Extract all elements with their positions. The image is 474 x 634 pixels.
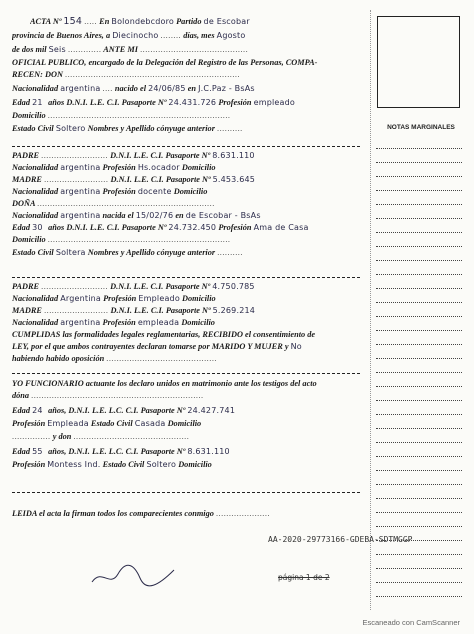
cumplidas-line-2 (12, 341, 362, 352)
edad-label: Edad (12, 98, 30, 107)
notas-line (376, 274, 462, 275)
notas-line (376, 148, 462, 149)
p1-line-madre: MADRE ......................... D.N.I. L.E. C.I. Pasaporte Nº 5.453.645 (12, 175, 256, 184)
doc-label: D.N.I. L.E. C.I. Pasaporte Nº (110, 175, 211, 184)
notas-marginales-title: NOTAS MARGINALES (387, 124, 455, 131)
p1-madre-prof: docente (137, 187, 172, 196)
leida-line: LEIDA el acta la firman todos los comparecientes conmigo ..................... (12, 509, 271, 518)
estado-civil-label: Estado Civil (90, 419, 133, 428)
c1-line-nacionalidad: Nacionalidad argentina .... nacido el 24/06/85 en J.C.Paz - BsAs (12, 84, 255, 93)
t2-line-edad (12, 446, 362, 457)
p2-line-madre-nac (12, 317, 362, 328)
notas-line (376, 288, 462, 289)
t1-profesion: Empleada (47, 419, 89, 428)
nacionalidad-label: Nacionalidad (12, 318, 59, 327)
notas-line (376, 568, 462, 569)
p2-padre-doc: 4.750.785 (212, 282, 255, 291)
dona-label: dóna (12, 391, 30, 400)
p2-line-padre-nac (12, 293, 362, 304)
padre-label: PADRE (12, 151, 40, 160)
c1-nacionalidad: argentina (60, 84, 101, 93)
p2-line-padre: PADRE .......................... D.N.I. L.E. C.I. Pasaporte Nº 4.750.785 (12, 282, 255, 291)
domicilio-label: Domicilio (173, 187, 208, 196)
en-label: En (99, 17, 110, 26)
dos-mil-label: de dos mil (12, 45, 47, 54)
notas-line (376, 344, 462, 345)
nacido-label: nacido el (114, 84, 147, 93)
c2-profesion: Ama de Casa (253, 223, 309, 232)
c1-line-edad (12, 97, 362, 108)
profesion-label: Profesión (103, 294, 137, 303)
t1-documento: 24.427.741 (187, 406, 236, 415)
notas-line (376, 190, 462, 191)
en-label: en (175, 211, 184, 220)
domicilio-label: Domicilio (12, 235, 46, 244)
year-text: Seis (48, 45, 66, 54)
p2-madre-doc: 5.269.214 (212, 306, 256, 315)
funcionario-line-2: dóna ................................................................... (12, 391, 204, 400)
notas-line (376, 386, 462, 387)
notas-line (376, 218, 462, 219)
oposicion-label: habiendo habido oposición (12, 354, 105, 363)
day-text: Diecinocho (112, 31, 159, 40)
notas-line (376, 540, 462, 541)
notas-line (376, 176, 462, 177)
c1-line-domicilio: Domicilio ....................................................................... (12, 111, 231, 120)
month-text: Agosto (216, 31, 246, 40)
p1-madre-doc: 5.453.645 (212, 175, 256, 184)
c1-edad: 21 (32, 98, 43, 107)
notas-line (376, 330, 462, 331)
partido-label: Partido (176, 17, 202, 26)
edad-label: Edad (12, 406, 30, 415)
t2-line-don: ............... y don ............................................. (12, 432, 190, 441)
nacionalidad-label: Nacionalidad (12, 294, 59, 303)
t2-profesion: Montess Ind. (47, 460, 101, 469)
domicilio-label: Domicilio (178, 460, 212, 469)
notas-line (376, 596, 462, 597)
notas-line (376, 526, 462, 527)
p2-madre-prof: empleada (137, 318, 180, 327)
notas-line (376, 554, 462, 555)
c2-line-nacionalidad (12, 210, 362, 221)
conyuge-label: Nombres y Apellido cónyuge anterior (87, 248, 216, 257)
edad-label: Edad (12, 223, 30, 232)
notas-line (376, 232, 462, 233)
p2-padre-prof: Empleado (138, 294, 180, 303)
c1-fecha-nac: 24/06/85 (148, 84, 186, 93)
estado-civil-label: Estado Civil (102, 460, 145, 469)
notas-line (376, 414, 462, 415)
notas-line (376, 442, 462, 443)
edad-label: Edad (12, 447, 30, 456)
notas-line (376, 316, 462, 317)
nacida-label: nacida el (102, 211, 134, 220)
c1-line-estado: Estado Civil Soltero Nombres y Apellido cónyuge anterior .......... (12, 124, 243, 133)
notas-line (376, 358, 462, 359)
domicilio-label: Domicilio (182, 294, 216, 303)
t1-line-profesion (12, 418, 362, 429)
nacionalidad-label: Nacionalidad (12, 187, 59, 196)
comparecen-label: RECEN: DON (12, 70, 63, 79)
page-number: página 1 de 2 (278, 573, 330, 582)
t1-edad: 24 (32, 406, 43, 415)
domicilio-label: Domicilio (167, 419, 202, 428)
acta-place: Bolondebcdoro (111, 17, 175, 26)
notas-line (376, 162, 462, 163)
funcionario-line-1: YO FUNCIONARIO actuante los declaro unidos en matrimonio ante los testigos del acto (12, 379, 317, 388)
profesion-label: Profesión (218, 223, 252, 232)
oposicion-handwritten: No (290, 342, 302, 351)
documento-label: años D.N.I. L.E. C.I. Pasaporte Nº (48, 223, 167, 232)
p1-madre-nac: argentina (60, 187, 101, 196)
c1-estado-civil: Soltero (55, 124, 86, 133)
notas-line (376, 372, 462, 373)
c2-nacionalidad: argentina (60, 211, 101, 220)
conyuge-label: Nombres y Apellido cónyuge anterior (87, 124, 215, 133)
madre-label: MADRE (12, 306, 42, 315)
notas-line (376, 302, 462, 303)
margin-separator (370, 10, 371, 610)
c2-line-estado: Estado Civil Soltera Nombres y Apellido cónyuge anterior .......... (12, 248, 243, 257)
t2-edad: 55 (32, 447, 43, 456)
c2-fecha-nac: 15/02/76 (135, 211, 174, 220)
c2-lugar-nac: de Escobar - BsAs (185, 211, 261, 220)
documento-label: años, D.N.I. L.E. L.C. C.I. Pasaporte Nº (48, 447, 186, 456)
signature (88, 560, 178, 590)
divider (12, 146, 360, 147)
divider (12, 277, 360, 278)
c2-documento: 24.732.450 (168, 223, 217, 232)
stamp-box (377, 16, 460, 108)
p1-line-madre-nac (12, 186, 362, 197)
estado-civil-label: Estado Civil (12, 124, 54, 133)
c1-profesion: empleado (253, 98, 296, 107)
dona-label: DOÑA (12, 199, 36, 208)
notas-line (376, 456, 462, 457)
notas-line (376, 470, 462, 471)
t1-estado-civil: Casada (134, 419, 166, 428)
p1-padre-nac: argentina (60, 163, 101, 172)
madre-label: MADRE (12, 175, 42, 184)
padre-label: PADRE (12, 282, 40, 291)
t2-documento: 8.631.110 (187, 447, 230, 456)
acta-line-1: ACTA Nº 154 ..... En Bolondebcdoro Partido de Escobar (30, 16, 250, 27)
c2-line-dona: DOÑA ..................................................................... (12, 199, 215, 208)
cumplidas-line-3: habiendo habido oposición ........................................... (12, 354, 217, 363)
p1-padre-doc: 8.631.110 (212, 151, 255, 160)
dias-mes-label: días, mes (183, 31, 215, 40)
p2-madre-nac: argentina (60, 318, 101, 327)
document-code: AA-2020-29773166-GDEBA-SDTMGGP (268, 535, 413, 544)
c2-line-edad (12, 222, 362, 233)
c2-estado-civil: Soltera (55, 248, 86, 257)
notas-line (376, 204, 462, 205)
notas-line (376, 260, 462, 261)
p1-line-padre: PADRE .......................... D.N.I. L.E. C.I. Pasaporte Nº 8.631.110 (12, 151, 255, 160)
p2-line-madre: MADRE ......................... D.N.I. L.E. C.I. Pasaporte Nº 5.269.214 (12, 306, 256, 315)
nacionalidad-label: Nacionalidad (12, 84, 59, 93)
c1-lugar-nac: J.C.Paz - BsAs (198, 84, 255, 93)
c2-line-domicilio: Domicilio ....................................................................... (12, 235, 231, 244)
notas-line (376, 246, 462, 247)
p1-line-padre-nac (12, 162, 362, 173)
domicilio-label: Domicilio (12, 111, 46, 120)
don-dots: .................................................................... (65, 70, 241, 79)
acta-line-4: OFICIAL PUBLICO, encargado de la Delegación del Registro de las Personas, COMPA- (12, 58, 318, 67)
estado-civil-label: Estado Civil (12, 248, 54, 257)
documento-label: años D.N.I. L.E. C.I. Pasaporte Nº (48, 98, 167, 107)
acta-line-5 (12, 69, 362, 80)
doc-label: D.N.I. L.E. C.I. Pasaporte Nº (110, 306, 211, 315)
acta-label: ACTA Nº (30, 17, 62, 26)
cumplidas-line-1: CUMPLIDAS las formalidades legales reglamentarias, RECIBIDO el consentimiento de (12, 330, 316, 339)
p2-padre-nac: Argentina (60, 294, 102, 303)
nacionalidad-label: Nacionalidad (12, 163, 59, 172)
notas-line (376, 428, 462, 429)
ante-mi-label: ANTE MI (103, 45, 138, 54)
profesion-label: Profesión (12, 460, 46, 469)
notas-line (376, 484, 462, 485)
profesion-label: Profesión (12, 419, 46, 428)
nacionalidad-label: Nacionalidad (12, 211, 59, 220)
profesion-label: Profesión (102, 318, 136, 327)
acta-line-2: provincia de Buenos Aires, a Diecinocho ........ días, mes Agosto (12, 31, 246, 40)
t2-line-profesion (12, 459, 362, 470)
divider (12, 492, 360, 493)
leida-text: LEIDA el acta la firman todos los comparecientes conmigo (12, 509, 214, 518)
notas-line (376, 512, 462, 513)
doc-label: D.N.I. L.E. C.I. Pasaporte Nº (110, 282, 211, 291)
profesion-label: Profesión (102, 163, 136, 172)
acta-number: 154 (63, 16, 83, 27)
t2-estado-civil: Soltero (146, 460, 177, 469)
t1-line-edad (12, 405, 362, 416)
acta-partido: de Escobar (203, 17, 250, 26)
notas-line (376, 582, 462, 583)
doc-label: D.N.I. L.E. C.I. Pasaporte Nº (110, 151, 211, 160)
notas-line (376, 400, 462, 401)
c2-edad: 30 (32, 223, 43, 232)
en-label: en (187, 84, 197, 93)
y-don-label: y don (52, 432, 72, 441)
domicilio-label: Domicilio (181, 318, 215, 327)
profesion-label: Profesión (102, 187, 136, 196)
notas-line (376, 498, 462, 499)
p1-padre-prof: Hs.ocador (137, 163, 180, 172)
provincia-label: provincia de Buenos Aires, a (12, 31, 111, 40)
cumplidas-prefix: LEY, por el que ambos contrayentes declaran tomarse por MARIDO Y MUJER y (12, 342, 289, 351)
scanner-watermark: Escaneado con CamScanner (362, 618, 460, 627)
documento-label: años, D.N.I. L.E. L.C. C.I. Pasaporte Nº (48, 406, 186, 415)
c1-documento: 24.431.726 (168, 98, 217, 107)
profesion-label: Profesión (218, 98, 252, 107)
acta-line-3: de dos mil Seis ............. ANTE MI .......................................... (12, 45, 249, 54)
domicilio-label: Domicilio (181, 163, 216, 172)
divider (12, 373, 360, 374)
